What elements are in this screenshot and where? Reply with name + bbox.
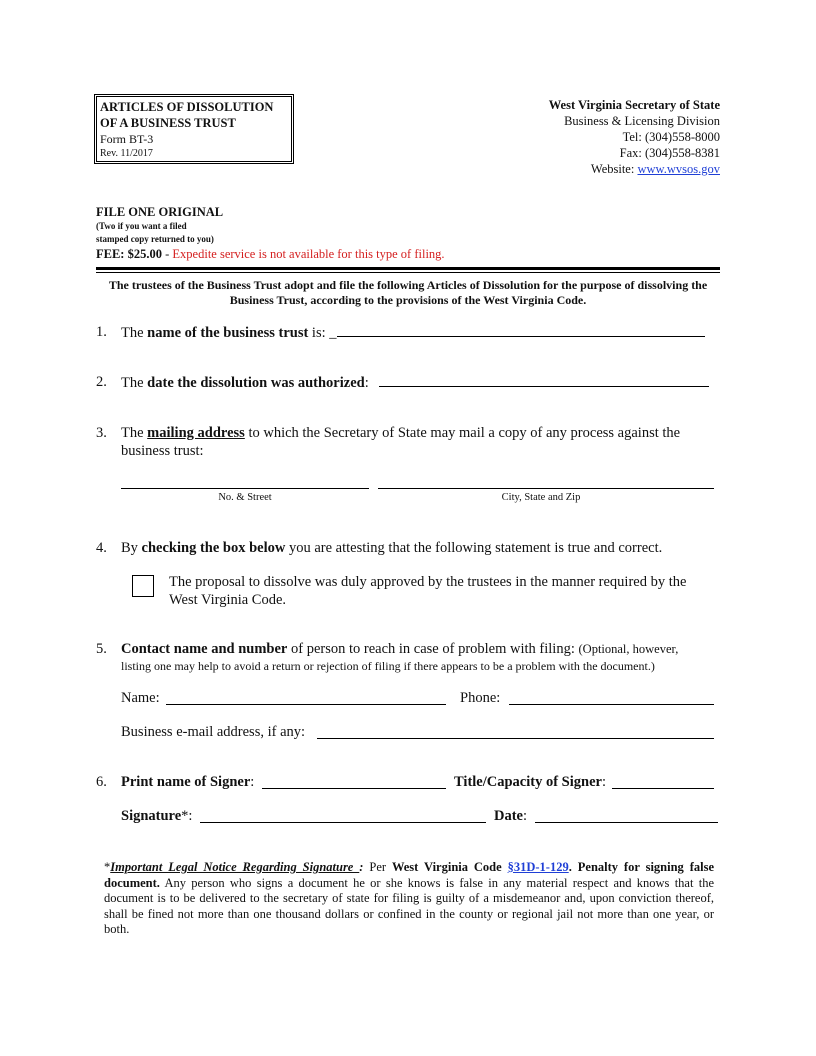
- item-small1: (Optional, however,: [578, 642, 679, 656]
- signature-date-field[interactable]: [535, 808, 718, 823]
- attestation-checkbox[interactable]: [132, 575, 154, 597]
- signer-title-label: Title/Capacity of Signer:: [454, 774, 606, 790]
- city-label: City, State and Zip: [501, 492, 581, 503]
- agency-name: West Virginia Secretary of State: [548, 98, 720, 112]
- form-title-box: [94, 94, 294, 164]
- code-section-link[interactable]: §31D-1-129: [507, 860, 569, 874]
- item-text: [121, 424, 680, 442]
- item-number: 1.: [96, 324, 107, 340]
- agency-fax: Fax: (304)558-8381: [619, 146, 720, 160]
- notice-star: *: [104, 860, 111, 874]
- attestation-statement: [169, 573, 709, 609]
- email-label: Business e-mail address, if any:: [121, 724, 306, 740]
- item-pre: The: [121, 325, 148, 341]
- item-business-trust-name: [96, 323, 720, 343]
- agency-info: [549, 97, 720, 177]
- name-label: Name:: [121, 690, 160, 706]
- date-label: Date:: [494, 808, 528, 824]
- filing-info: [96, 204, 445, 262]
- signature-field[interactable]: [200, 808, 486, 823]
- fee-label: FEE: $25.00: [96, 247, 162, 261]
- item-dissolution-date: [96, 373, 720, 393]
- agency-division: Business & Licensing Division: [564, 114, 720, 128]
- item-number: 2.: [96, 374, 107, 390]
- item-post: you are attesting that the following statement is true and correct.: [285, 540, 663, 556]
- form-revision: Rev. 11/2017: [100, 148, 153, 159]
- signature-text: Signature: [121, 808, 182, 824]
- notice-body: Any person who signs a document he or she knows is false in any material respect and knows that the document is to be delivered to the secretary of state for filing is guilty of a misdemeanor and, upon conviction thereof, shall be fined not more than one thousand dollars or confined in the county or regional jail not more than one year, or both.: [104, 875, 714, 936]
- item-bold: mailing address: [147, 425, 245, 441]
- city-state-zip-field[interactable]: [378, 474, 714, 489]
- signature-star: *:: [181, 808, 193, 824]
- print-name-text: Print name of Signer: [121, 774, 251, 790]
- item-bold: date the dissolution was authorized: [147, 375, 365, 391]
- item-post: :: [364, 375, 369, 391]
- form-number: Form BT-3: [100, 132, 154, 146]
- statement-line2: West Virginia Code.: [169, 592, 287, 608]
- form-title-line2: OF A BUSINESS TRUST: [100, 116, 236, 130]
- fee-sep: -: [161, 247, 173, 261]
- business-trust-name-field[interactable]: [337, 323, 705, 337]
- divider-thin: [96, 272, 720, 273]
- item-mailing-address: [96, 424, 720, 464]
- legal-notice: [104, 860, 714, 938]
- item-bold: name of the business trust: [147, 325, 309, 341]
- website-label: Website:: [590, 162, 638, 176]
- item-text: [121, 640, 678, 658]
- dissolution-date-field[interactable]: [379, 373, 709, 387]
- form-title-line1: ARTICLES OF DISSOLUTION: [100, 100, 274, 114]
- item-pre: The: [121, 375, 148, 391]
- item-pre: The: [121, 425, 148, 441]
- fee-note: Expedite service is not available for this type of filing.: [172, 247, 445, 261]
- signer-name-field[interactable]: [262, 774, 446, 789]
- item-number: 4.: [96, 540, 107, 556]
- agency-tel: Tel: (304)558-8000: [622, 130, 720, 144]
- item-post: is: _: [308, 325, 337, 341]
- signature-label: [121, 807, 192, 825]
- notice-title: Important Legal Notice Regarding Signature: [110, 860, 360, 874]
- file-one-heading: FILE ONE ORIGINAL: [96, 205, 224, 219]
- file-one-sub2: stamped copy returned to you): [96, 234, 214, 244]
- file-one-sub1: (Two if you want a filed: [96, 221, 187, 231]
- item-small2: listing one may help to avoid a return or rejection of filing if there appears to be a problem with the document.): [121, 659, 655, 673]
- street-field[interactable]: [121, 474, 369, 489]
- notice-per: Per: [363, 860, 392, 874]
- agency-website: [549, 161, 720, 177]
- divider-thick: [96, 267, 720, 270]
- contact-name-field[interactable]: [166, 690, 446, 705]
- item-number: 6.: [96, 774, 107, 790]
- item-text: [121, 323, 705, 342]
- item-text: [121, 373, 709, 392]
- item-bold: checking the box below: [141, 540, 286, 556]
- item-attestation: [96, 539, 720, 559]
- item-text: [121, 539, 662, 557]
- date-text: Date: [494, 808, 523, 824]
- item-contact: [96, 640, 720, 676]
- item-number: 5.: [96, 641, 107, 657]
- item-pre: By: [121, 540, 142, 556]
- item-post: to which the Secretary of State may mail a copy of any process against the: [244, 425, 681, 441]
- notice-code: West Virginia Code: [391, 860, 502, 874]
- notice-penalty: . Penalty for signing false document.: [104, 860, 715, 890]
- item-post: of person to reach in case of problem with filing:: [287, 641, 579, 657]
- item-number: 3.: [96, 425, 107, 441]
- item-bold: Contact name and number: [121, 641, 288, 657]
- print-name-label: Print name of Signer:: [121, 774, 255, 790]
- signer-title-field[interactable]: [612, 774, 714, 789]
- item-text-line2: business trust:: [121, 443, 204, 459]
- street-label: No. & Street: [218, 492, 272, 503]
- notice-colon: :: [359, 860, 364, 874]
- contact-email-field[interactable]: [317, 724, 714, 739]
- statement-line1: The proposal to dissolve was duly approved by the trustees in the manner required by the: [169, 574, 687, 590]
- website-link[interactable]: www.wvsos.gov: [637, 162, 720, 176]
- intro-statement: The trustees of the Business Trust adopt and file the following Articles of Dissolution for the purpose of dissolving the Business Trust, according to the provisions of the West Virginia Code.: [108, 278, 708, 307]
- phone-label: Phone:: [460, 690, 501, 706]
- fee-line: [96, 246, 445, 262]
- signer-title-text: Title/Capacity of Signer: [454, 774, 602, 790]
- contact-phone-field[interactable]: [509, 690, 714, 705]
